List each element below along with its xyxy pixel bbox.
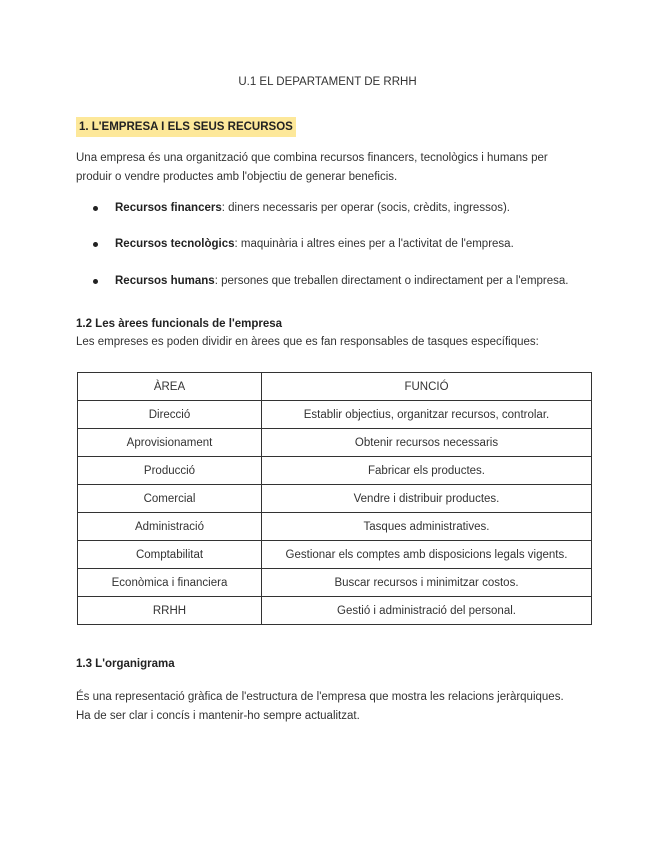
table-row <box>78 541 592 569</box>
table-row <box>78 457 592 485</box>
table-header-function: FUNCIÓ <box>262 373 592 401</box>
area-cell: Producció <box>78 457 262 485</box>
bullet-term: Recursos humans <box>115 275 215 287</box>
table-row <box>78 401 592 429</box>
area-cell: Direcció <box>78 401 262 429</box>
bullet-description: : diners necessaris per operar (socis, crèdits, ingressos). <box>221 202 510 214</box>
table-row <box>78 485 592 513</box>
area-cell: Administració <box>78 513 262 541</box>
bullet-item-financial <box>97 202 510 214</box>
bullet-description: : persones que treballen directament o indirectament per a l'empresa. <box>214 275 569 287</box>
function-cell: Vendre i distribuir productes. <box>262 485 592 513</box>
section-1-3-line-1: És una representació gràfica de l'estructura de l'empresa que mostra les relacions jeràrquiques. <box>76 691 564 703</box>
function-cell: Fabricar els productes. <box>262 457 592 485</box>
bullet-term: Recursos financers <box>115 202 222 214</box>
bullet-item-technological <box>97 238 514 250</box>
function-cell: Gestionar els comptes amb disposicions legals vigents. <box>262 541 592 569</box>
function-cell: Obtenir recursos necessaris <box>262 429 592 457</box>
table-header-row <box>78 373 592 401</box>
functional-areas-table <box>77 372 592 625</box>
bullet-dot-icon <box>93 279 98 284</box>
section-1-2-intro: Les empreses es poden dividir en àrees que es fan responsables de tasques específiques: <box>76 336 539 348</box>
function-cell: Gestió i administració del personal. <box>262 597 592 625</box>
section-1-intro <box>76 149 581 187</box>
function-cell: Establir objectius, organitzar recursos, controlar. <box>262 401 592 429</box>
bullet-term: Recursos tecnològics <box>115 238 235 250</box>
section-1-heading: 1. L'EMPRESA I ELS SEUS RECURSOS <box>76 117 296 137</box>
table-row <box>78 569 592 597</box>
document-title: U.1 EL DEPARTAMENT DE RRHH <box>238 76 417 88</box>
area-cell: Comptabilitat <box>78 541 262 569</box>
section-1-3-body <box>76 688 581 726</box>
section-1-3-heading: 1.3 L'organigrama <box>76 658 175 670</box>
table-row <box>78 597 592 625</box>
bullet-item-human <box>97 275 568 287</box>
function-cell: Tasques administratives. <box>262 513 592 541</box>
section-1-3-line-2: Ha de ser clar i concís i mantenir-ho sempre actualitzat. <box>76 710 360 722</box>
bullet-dot-icon <box>93 206 98 211</box>
table-row <box>78 513 592 541</box>
area-cell: Comercial <box>78 485 262 513</box>
section-1-intro-line-2: produir o vendre productes amb l'objectiu de generar beneficis. <box>76 171 398 183</box>
area-cell: RRHH <box>78 597 262 625</box>
bullet-dot-icon <box>93 242 98 247</box>
bullet-description: : maquinària i altres eines per a l'activitat de l'empresa. <box>234 238 514 250</box>
area-cell: Aprovisionament <box>78 429 262 457</box>
section-1-2-heading: 1.2 Les àrees funcionals de l'empresa <box>76 318 283 330</box>
area-cell: Econòmica i financiera <box>78 569 262 597</box>
table-header-area: ÀREA <box>78 373 262 401</box>
function-cell: Buscar recursos i minimitzar costos. <box>262 569 592 597</box>
table-row <box>78 429 592 457</box>
section-1-intro-line-1: Una empresa és una organització que combina recursos financers, tecnològics i humans per <box>76 152 548 164</box>
